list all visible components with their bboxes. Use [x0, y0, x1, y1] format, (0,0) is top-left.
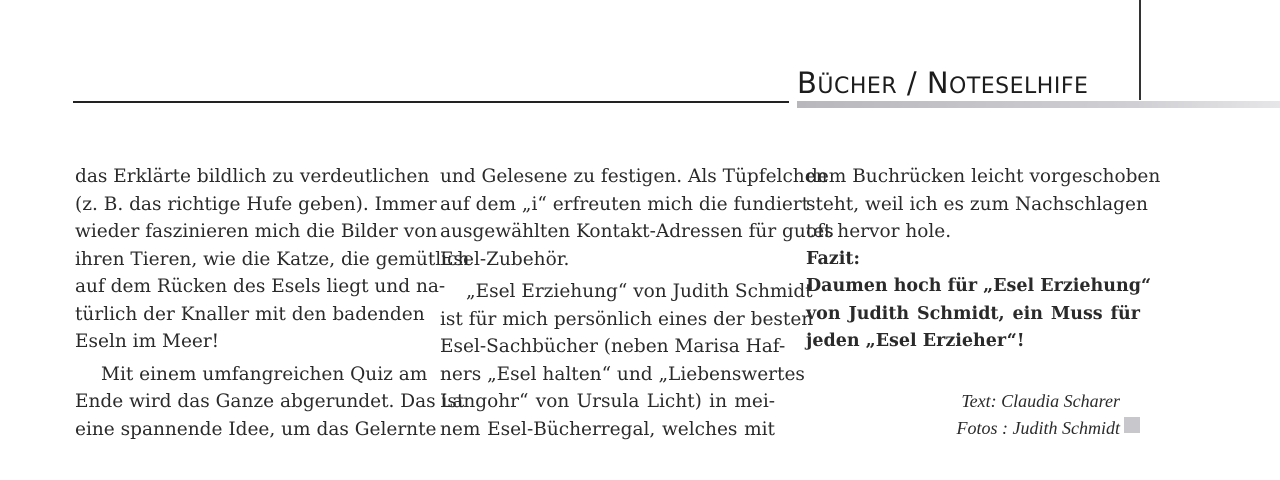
- text-line: ist für mich persönlich eines der besten: [440, 308, 814, 330]
- header-rule: [73, 101, 789, 103]
- text-credit: Text: Claudia Scharer: [961, 391, 1120, 411]
- fazit-line: Daumen hoch für „Esel Erziehung“: [806, 276, 1152, 296]
- text-line: ihren Tieren, wie die Katze, die gemütlich: [75, 248, 470, 270]
- text-line: wieder faszinieren mich die Bilder von: [75, 221, 438, 242]
- text-line: ners „Esel halten“ und „Liebenswertes: [440, 363, 805, 385]
- text-line: oft hervor hole.: [806, 221, 952, 242]
- text-line: Esel-Sachbücher (neben Marisa Haf-: [440, 336, 786, 357]
- text-line: das Erklärte bildlich zu verdeutlichen: [75, 166, 430, 187]
- header-gray-band: [797, 101, 1280, 108]
- text-line: Eseln im Meer!: [75, 331, 220, 352]
- text-line: (z. B. das richtige Hufe geben). Immer: [75, 193, 437, 215]
- text-line: dem Buchrücken leicht vorgeschoben: [806, 166, 1161, 187]
- text-line: steht, weil ich es zum Nachschlagen: [806, 193, 1148, 215]
- header-vertical-rule: [1139, 0, 1141, 100]
- text-line: nem Esel-Bücherregal, welches mit: [440, 418, 775, 440]
- text-line: ausgewählten Kontakt-Adressen für gutes: [440, 221, 834, 242]
- text-line: eine spannende Idee, um das Gelernte: [75, 418, 437, 440]
- text-line: auf dem „i“ erfreuten mich die fundiert: [440, 193, 810, 215]
- text-line: Langohr“ von Ursula Licht) in mei-: [440, 391, 775, 412]
- section-title: BÜCHER / NOTESELHIFE: [797, 66, 1089, 100]
- text-line: und Gelesene zu festigen. Als Tüpfelchen: [440, 166, 828, 187]
- text-line: türlich der Knaller mit den badenden: [75, 303, 425, 325]
- photo-credit: Fotos : Judith Schmidt: [956, 418, 1120, 438]
- text-column-1: [75, 163, 470, 443]
- text-line: Ende wird das Ganze abgerundet. Das ist: [75, 391, 465, 412]
- fazit-line: jeden „Esel Erzieher“!: [806, 331, 1025, 351]
- text-line: Mit einem umfangreichen Quiz am: [101, 363, 428, 385]
- fazit-line: von Judith Schmidt, ein Muss für: [806, 303, 1140, 324]
- credits: [880, 388, 1120, 442]
- fazit-label: Fazit:: [806, 248, 860, 269]
- text-line: „Esel Erziehung“ von Judith Schmidt: [466, 281, 813, 302]
- end-mark-square: [1124, 417, 1140, 433]
- text-line: auf dem Rücken des Esels liegt und na-: [75, 276, 446, 297]
- text-column-3: [806, 163, 1161, 356]
- text-line: Esel-Zubehör.: [440, 248, 570, 270]
